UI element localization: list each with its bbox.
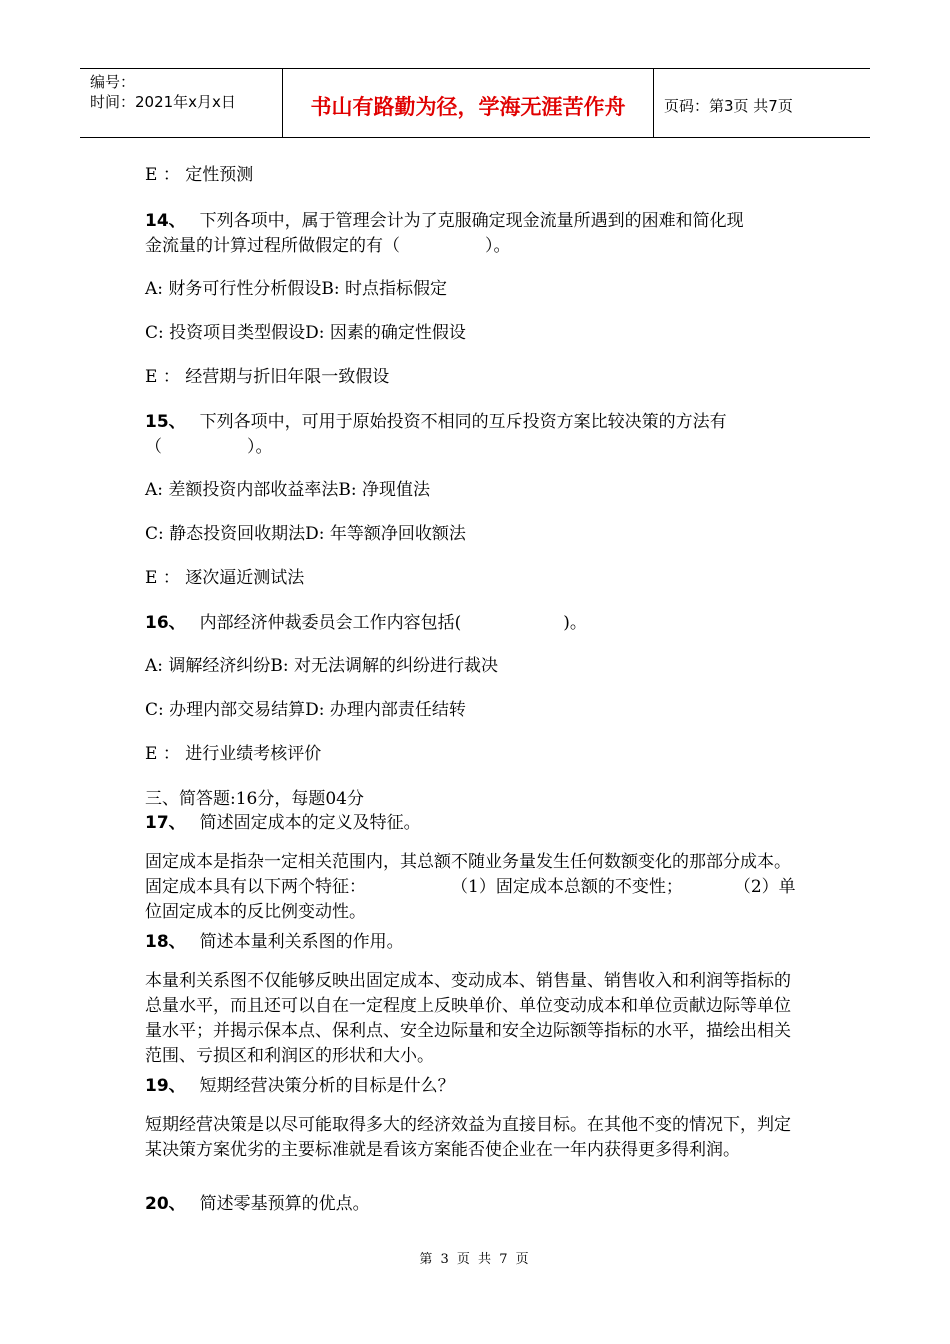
q15-option-ab: A: 差额投资内部收益率法B: 净现值法 <box>145 480 431 500</box>
header-page-info: 页码：第3页 共7页 <box>664 97 793 115</box>
q16-option-cd: C: 办理内部交易结算D: 办理内部责任结转 <box>145 700 466 720</box>
q14-option-cd: C: 投资项目类型假设D: 因素的确定性假设 <box>145 323 466 343</box>
q20-number: 20、 <box>145 1194 186 1214</box>
q14-text-2: 金流量的计算过程所做假定的有（ ）。 <box>145 236 511 256</box>
q13-option-e: E ： 定性预测 <box>145 165 254 185</box>
q15-number: 15、 <box>145 412 186 432</box>
q16-number: 16、 <box>145 613 186 633</box>
q15-option-cd: C: 静态投资回收期法D: 年等额净回收额法 <box>145 524 466 544</box>
page-header <box>80 68 870 138</box>
q14-title <box>145 206 744 231</box>
q19-title <box>145 1071 455 1096</box>
q19-number: 19、 <box>145 1076 186 1096</box>
q14-text-1: 下列各项中，属于管理会计为了克服确定现金流量所遇到的困难和简化现 <box>199 211 744 231</box>
q20-text: 简述零基预算的优点。 <box>199 1194 370 1214</box>
q18-number: 18、 <box>145 932 186 952</box>
q14-option-ab: A: 财务可行性分析假设B: 时点指标假定 <box>145 279 448 299</box>
q17-answer: 固定成本是指杂一定相关范围内，其总额不随业务量发生任何数额变化的那部分成本。固定成本具有以下两个特征： （1）固定成本总额的不变性； （2）单位固定成本的反比例变动性。 <box>145 852 796 922</box>
q16-option-ab: A: 调解经济纠纷B: 对无法调解的纠纷进行裁决 <box>145 656 499 676</box>
q15-title <box>145 407 727 432</box>
q16-text-1: 内部经济仲裁委员会工作内容包括( )。 <box>199 613 587 633</box>
q18-text: 简述本量利关系图的作用。 <box>199 932 404 952</box>
q20-title <box>145 1189 370 1214</box>
q18-title <box>145 927 404 952</box>
number-label: 编号： <box>90 73 136 91</box>
q17-title <box>145 808 421 833</box>
q17-number: 17、 <box>145 813 186 833</box>
q14-option-e: E ： 经营期与折旧年限一致假设 <box>145 367 390 387</box>
date-label: 时间：2021年x月x日 <box>90 93 236 111</box>
page-footer: 第 3 页 共 7 页 <box>419 1252 531 1267</box>
header-motto: 书山有路勤为径，学海无涯苦作舟 <box>310 95 626 119</box>
q15-text-1: 下列各项中，可用于原始投资不相同的互斥投资方案比较决策的方法有 <box>199 412 727 432</box>
q17-text: 简述固定成本的定义及特征。 <box>199 813 421 833</box>
q19-answer: 短期经营决策是以尽可能取得多大的经济效益为直接目标。在其他不变的情况下，判定某决策方案优劣的主要标准就是看该方案能否使企业在一年内获得更多得利润。 <box>145 1115 791 1160</box>
q15-option-e: E ： 逐次逼近测试法 <box>145 568 305 588</box>
q15-text-2: （ ）。 <box>145 437 273 457</box>
header-left-cell <box>80 69 283 137</box>
section-3-heading: 三、简答题:16分，每题04分 <box>145 789 364 809</box>
q19-text: 短期经营决策分析的目标是什么？ <box>199 1076 455 1096</box>
q14-number: 14、 <box>145 211 186 231</box>
q16-title <box>145 608 587 633</box>
q18-answer: 本量利关系图不仅能够反映出固定成本、变动成本、销售量、销售收入和利润等指标的总量水平，而且还可以自在一定程度上反映单价、单位变动成本和单位贡献边际等单位量水平；并揭示保本点、保利点、安全边际量和安全边际额等指标的水平，描绘出相关范围、亏损区和利润区的形状和大小。 <box>145 971 791 1066</box>
header-motto-cell <box>283 69 654 137</box>
header-page-cell <box>654 69 870 137</box>
q16-option-e: E ： 进行业绩考核评价 <box>145 744 322 764</box>
